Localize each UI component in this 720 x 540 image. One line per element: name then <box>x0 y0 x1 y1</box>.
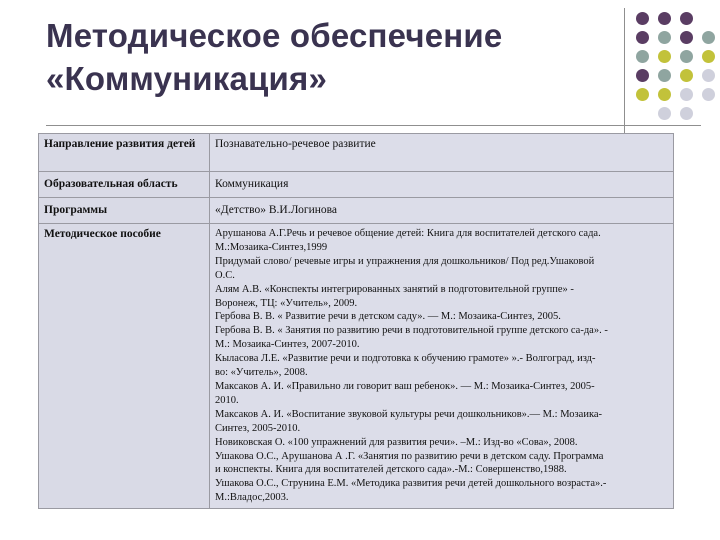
literature-line: Максаков А. И. «Воспитание звуковой культуры речи дошкольников».— М.: Мозаика- <box>215 408 603 420</box>
row-value: Познавательно-речевое развитие <box>210 134 674 172</box>
decor-dot <box>636 69 649 82</box>
literature-line: Придумай слово/ речевые игры и упражнения для дошкольников/ Под ред.Ушаковой <box>215 255 595 267</box>
decor-dot <box>658 107 671 120</box>
literature-line: О.С. <box>215 269 235 281</box>
row-key: Образовательная область <box>39 172 210 198</box>
title-line-1: Методическое обеспечение <box>46 17 503 54</box>
literature-line: Алям А.В. «Конспекты интегрированных занятий в подготовительной группе» - <box>215 283 574 295</box>
literature-line: Ушакова О.С., Арушанова А .Г. «Занятия по развитию речи в детском саду. Программа <box>215 450 604 462</box>
decor-dot <box>702 50 715 63</box>
row-value: «Детство» В.И.Логинова <box>210 198 674 224</box>
literature-line: Новиковская О. «100 упражнений для развития речи». –М.: Изд-во «Сова», 2008. <box>215 436 578 448</box>
literature-line: во: «Учитель», 2008. <box>215 367 308 379</box>
decor-vertical-line <box>624 8 625 133</box>
row-key: Направление развития детей <box>39 134 210 172</box>
decor-dot <box>636 12 649 25</box>
literature-line: Ушакова О.С., Струнина Е.М. «Методика развития речи детей дошкольного возраста».- <box>215 478 607 490</box>
row-key: Программы <box>39 198 210 224</box>
decor-dot <box>702 31 715 44</box>
row-key: Методическое пособие <box>39 224 210 509</box>
decor-dot <box>680 50 693 63</box>
table-row <box>39 224 674 509</box>
literature-line: Синтез, 2005-2010. <box>215 422 301 434</box>
methodical-support-table <box>38 133 674 509</box>
decor-dot <box>658 12 671 25</box>
decor-dot <box>702 88 715 101</box>
decor-dot <box>680 107 693 120</box>
decor-dot <box>680 12 693 25</box>
literature-list <box>210 224 674 509</box>
literature-line: Гербова В. В. « Занятия по развитию речи в подготовительной группе детского са-да». - <box>215 325 608 337</box>
literature-line: Воронеж, ТЦ: «Учитель», 2009. <box>215 297 358 309</box>
title-line-2: «Коммуникация» <box>46 60 328 97</box>
table-row <box>39 134 674 172</box>
decor-dot <box>658 88 671 101</box>
table-row <box>39 198 674 224</box>
decor-dot <box>636 50 649 63</box>
decor-dot <box>636 88 649 101</box>
decor-dot <box>658 31 671 44</box>
decor-dot <box>680 31 693 44</box>
literature-line: М.:Мозаика-Синтез,1999 <box>215 241 328 253</box>
slide-title <box>46 14 606 100</box>
literature-line: Гербова В. В. « Развитие речи в детском саду». — М.: Мозаика-Синтез, 2005. <box>215 311 561 323</box>
literature-line: Арушанова А.Г.Речь и речевое общение детей: Книга для воспитателей детского сада. <box>215 228 601 239</box>
literature-line: 2010. <box>215 394 239 406</box>
decor-dot <box>658 69 671 82</box>
decor-dot <box>658 50 671 63</box>
decor-horizontal-line <box>46 125 701 126</box>
literature-line: Кыласова Л.Е. «Развитие речи и подготовка к обучению грамоте» ».- Волгоград, изд- <box>215 353 596 365</box>
literature-line: М.: Мозаика-Синтез, 2007-2010. <box>215 339 360 351</box>
decor-dot <box>702 69 715 82</box>
decor-dot <box>636 31 649 44</box>
decor-dot-grid <box>636 12 720 122</box>
literature-line: М.:Владос,2003. <box>215 492 289 504</box>
decor-dot <box>680 69 693 82</box>
row-value: Коммуникация <box>210 172 674 198</box>
literature-line: Максаков А. И. «Правильно ли говорит ваш ребенок». — М.: Мозаика-Синтез, 2005- <box>215 380 595 392</box>
table-row <box>39 172 674 198</box>
decor-dot <box>680 88 693 101</box>
literature-line: и конспекты. Книга для воспитателей детского сада».-М.: Совершенство,1988. <box>215 464 567 476</box>
